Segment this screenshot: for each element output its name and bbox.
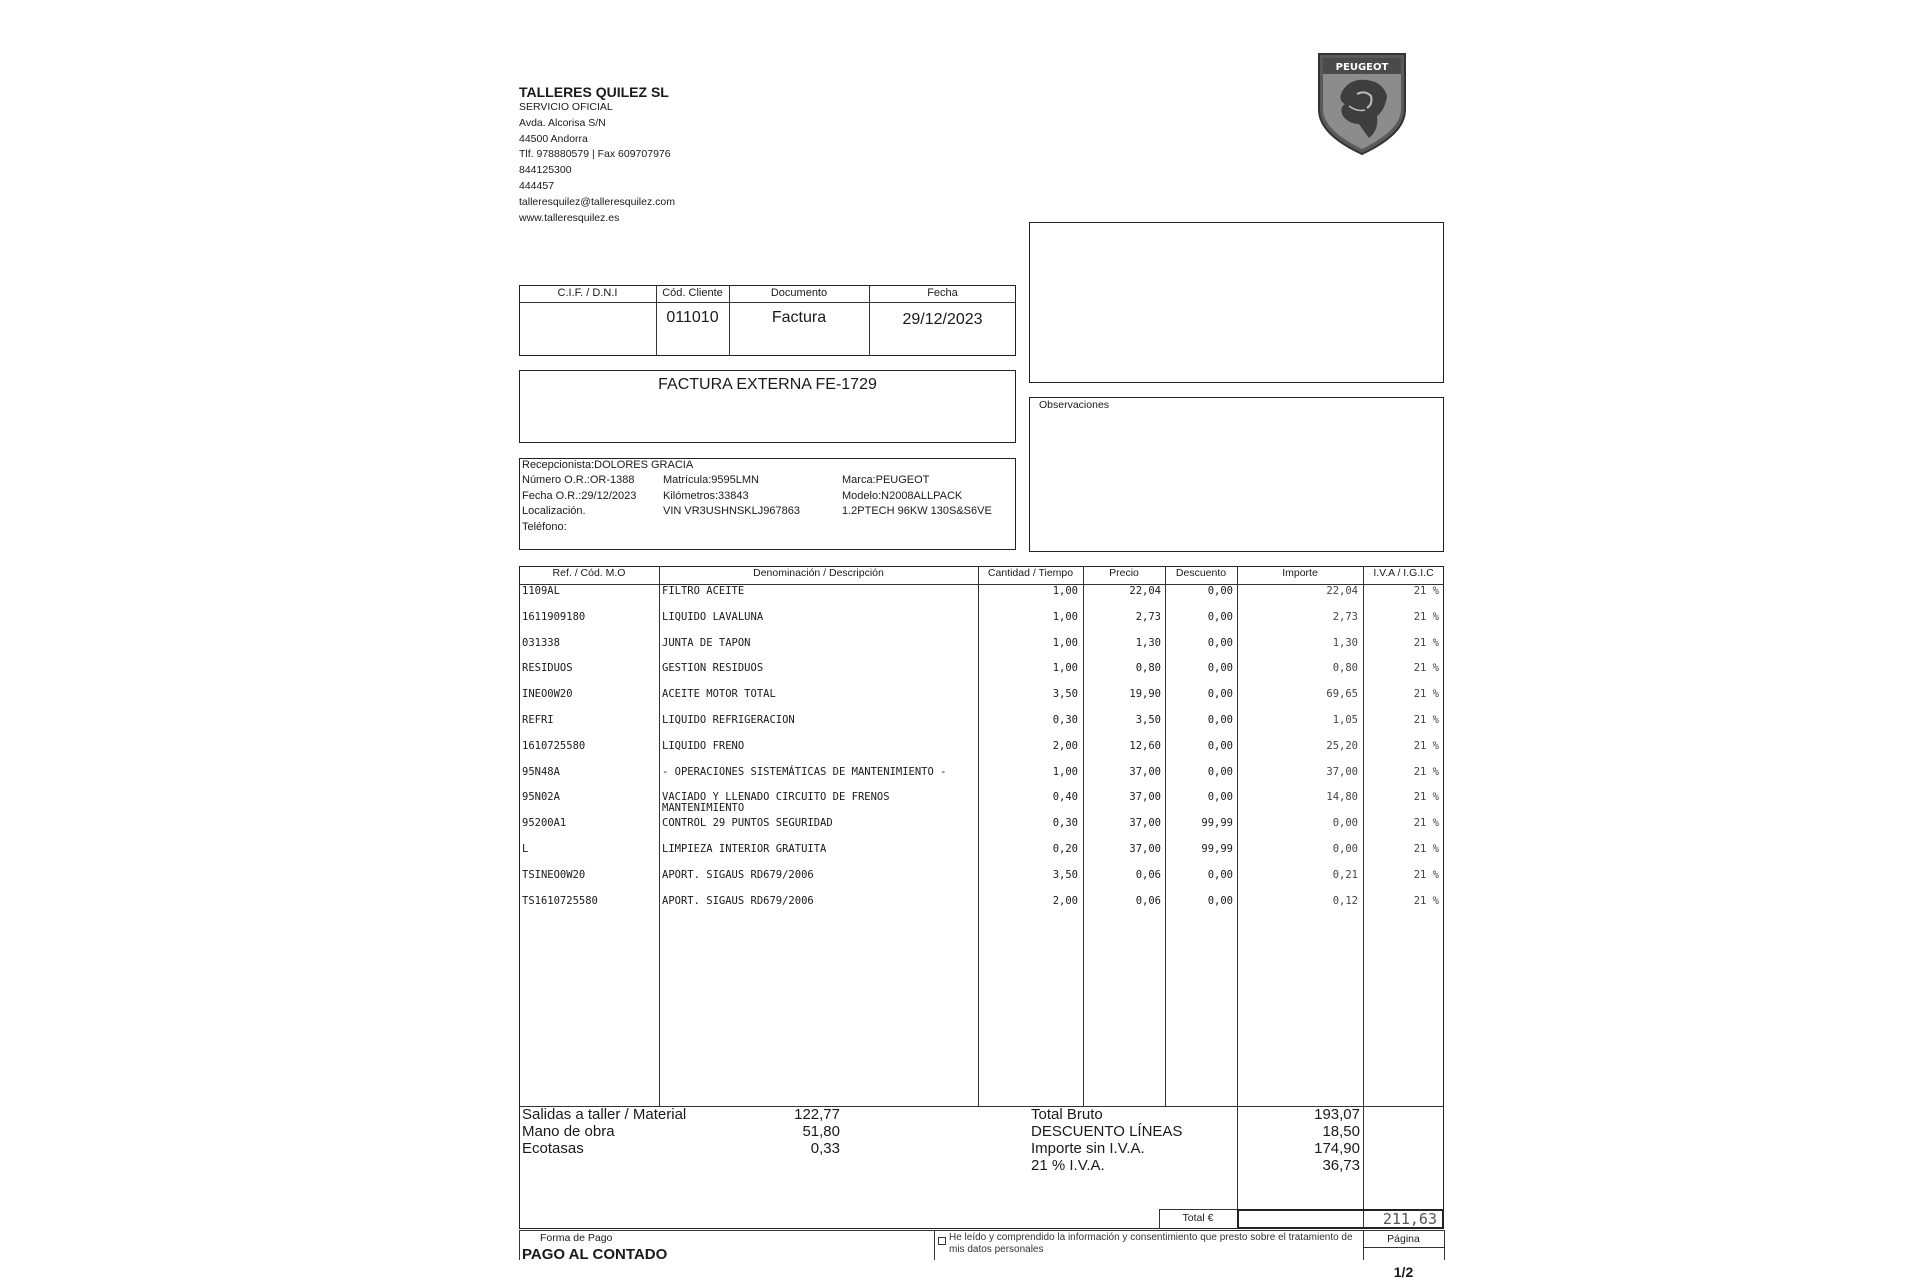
observations-label: Observaciones bbox=[1039, 399, 1110, 411]
row-description: LIQUIDO REFRIGERACION bbox=[662, 714, 795, 726]
row-description: ACEITE MOTOR TOTAL bbox=[662, 688, 776, 700]
company-detail-line: www.talleresquilez.es bbox=[519, 211, 620, 224]
row-amount: 0,00 bbox=[1332, 817, 1358, 829]
row-vat: 21 % bbox=[1413, 817, 1439, 829]
row-ref: 95200A1 bbox=[522, 817, 567, 829]
row-description: - OPERACIONES SISTEMÁTICAS DE MANTENIMIENTO - bbox=[662, 766, 947, 778]
consent-checkbox[interactable] bbox=[938, 1237, 946, 1245]
row-quantity: 0,40 bbox=[1052, 791, 1078, 803]
company-detail-line: SERVICIO OFICIAL bbox=[519, 101, 613, 113]
row-price: 12,60 bbox=[1129, 740, 1161, 752]
row-discount: 0,00 bbox=[1207, 791, 1233, 803]
row-description-cont: MANTENIMIENTO bbox=[662, 802, 745, 814]
row-price: 0,06 bbox=[1135, 895, 1161, 907]
order-info-line: Fecha O.R.:29/12/2023 bbox=[522, 489, 637, 502]
row-discount: 0,00 bbox=[1207, 869, 1233, 881]
row-price: 0,06 bbox=[1135, 869, 1161, 881]
order-info-line: Número O.R.:OR-1388 bbox=[522, 474, 635, 486]
row-amount: 1,05 bbox=[1332, 714, 1358, 726]
row-discount: 0,00 bbox=[1207, 585, 1233, 597]
row-description: VACIADO Y LLENADO CIRCUITO DE FRENOS bbox=[662, 791, 890, 803]
row-ref: 1610725580 bbox=[522, 740, 586, 752]
row-vat: 21 % bbox=[1413, 740, 1439, 752]
row-price: 37,00 bbox=[1129, 843, 1161, 855]
row-ref: 1611909180 bbox=[522, 611, 586, 623]
peugeot-lion-shield-icon bbox=[1313, 50, 1411, 158]
summary-left-value: 122,77 bbox=[794, 1106, 840, 1123]
row-quantity: 3,50 bbox=[1052, 688, 1078, 700]
row-amount: 2,73 bbox=[1332, 611, 1358, 623]
header-label-cif: C.I.F. / D.N.I bbox=[557, 287, 618, 299]
row-ref: L bbox=[522, 843, 529, 855]
summary-right-value: 193,07 bbox=[1314, 1106, 1360, 1123]
order-info-col3 bbox=[842, 473, 992, 520]
row-ref: TSINEO0W20 bbox=[522, 869, 586, 881]
row-ref: 95N48A bbox=[522, 766, 560, 778]
row-amount: 1,30 bbox=[1332, 637, 1358, 649]
row-price: 37,00 bbox=[1129, 817, 1161, 829]
row-amount: 0,12 bbox=[1332, 895, 1358, 907]
row-price: 3,50 bbox=[1135, 714, 1161, 726]
row-ref: TS1610725580 bbox=[522, 895, 598, 907]
column-header: Denominación / Descripción bbox=[753, 567, 884, 579]
row-quantity: 1,00 bbox=[1052, 766, 1078, 778]
row-price: 0,80 bbox=[1135, 662, 1161, 674]
summary-right-value: 18,50 bbox=[1322, 1123, 1360, 1140]
row-amount: 14,80 bbox=[1326, 791, 1358, 803]
summary-left-label: Salidas a taller / Material bbox=[522, 1106, 687, 1123]
row-description: GESTION RESIDUOS bbox=[662, 662, 764, 674]
summary-left-value: 0,33 bbox=[810, 1140, 840, 1157]
row-discount: 0,00 bbox=[1207, 662, 1233, 674]
row-ref: 031338 bbox=[522, 637, 560, 649]
order-info-line: Marca:PEUGEOT bbox=[842, 474, 930, 486]
row-description: LIQUIDO LAVALUNA bbox=[662, 611, 764, 623]
row-description: APORT. SIGAUS RD679/2006 bbox=[662, 869, 814, 881]
row-amount: 0,00 bbox=[1332, 843, 1358, 855]
payment-label: Forma de Pago bbox=[540, 1232, 613, 1244]
row-price: 19,90 bbox=[1129, 688, 1161, 700]
row-quantity: 2,00 bbox=[1052, 740, 1078, 752]
total-label: Total € bbox=[1182, 1212, 1214, 1224]
row-discount: 0,00 bbox=[1207, 637, 1233, 649]
receptionist: Recepcionista:DOLORES GRACIA bbox=[522, 459, 694, 471]
row-vat: 21 % bbox=[1413, 895, 1439, 907]
row-description: JUNTA DE TAPON bbox=[662, 637, 751, 649]
logo-text: PEUGEOT bbox=[1335, 62, 1389, 73]
row-price: 37,00 bbox=[1129, 791, 1161, 803]
row-vat: 21 % bbox=[1413, 714, 1439, 726]
page-number: 1/2 bbox=[1393, 1264, 1414, 1280]
summary-right-label: Importe sin I.V.A. bbox=[1031, 1140, 1145, 1157]
row-quantity: 0,30 bbox=[1052, 714, 1078, 726]
row-quantity: 0,20 bbox=[1052, 843, 1078, 855]
row-discount: 0,00 bbox=[1207, 740, 1233, 752]
summary-right-label: DESCUENTO LÍNEAS bbox=[1031, 1123, 1183, 1140]
row-vat: 21 % bbox=[1413, 688, 1439, 700]
row-price: 37,00 bbox=[1129, 766, 1161, 778]
row-quantity: 3,50 bbox=[1052, 869, 1078, 881]
row-discount: 99,99 bbox=[1201, 843, 1233, 855]
row-amount: 25,20 bbox=[1326, 740, 1358, 752]
company-detail-line: Avda. Alcorisa S/N bbox=[519, 116, 606, 129]
row-price: 2,73 bbox=[1135, 611, 1161, 623]
order-info-line: Localización. bbox=[522, 505, 586, 517]
row-vat: 21 % bbox=[1413, 869, 1439, 881]
address-box bbox=[1029, 222, 1444, 383]
consent-text: He leído y comprendido la información y consentimiento que presto sobre el tratamiento de mis datos personales bbox=[949, 1232, 1353, 1255]
header-label-document: Documento bbox=[770, 287, 828, 299]
row-vat: 21 % bbox=[1413, 585, 1439, 597]
row-discount: 0,00 bbox=[1207, 611, 1233, 623]
company-block bbox=[519, 84, 839, 226]
summary-right-label: Total Bruto bbox=[1031, 1106, 1103, 1123]
order-info-line: VIN VR3USHNSKLJ967863 bbox=[663, 505, 800, 517]
row-vat: 21 % bbox=[1413, 766, 1439, 778]
page-label: Página bbox=[1387, 1233, 1420, 1245]
company-detail-line: 444457 bbox=[519, 179, 555, 192]
row-description: FILTRO ACEITE bbox=[662, 585, 745, 597]
total-value: 211,63 bbox=[1382, 1210, 1437, 1228]
order-info-line: Kilómetros:33843 bbox=[663, 489, 749, 502]
summary-right-value: 174,90 bbox=[1314, 1140, 1360, 1157]
invoice-title: FACTURA EXTERNA FE-1729 bbox=[658, 376, 877, 393]
company-detail-line: Tlf. 978880579 | Fax 609707976 bbox=[519, 148, 671, 161]
company-details bbox=[519, 100, 839, 226]
company-detail-line: 844125300 bbox=[519, 164, 572, 177]
row-amount: 0,21 bbox=[1332, 869, 1358, 881]
row-vat: 21 % bbox=[1413, 662, 1439, 674]
summary-left-value: 51,80 bbox=[802, 1123, 840, 1140]
row-amount: 0,80 bbox=[1332, 662, 1358, 674]
row-ref: 1109AL bbox=[522, 585, 560, 597]
column-header: Precio bbox=[1109, 567, 1139, 579]
row-vat: 21 % bbox=[1413, 791, 1439, 803]
row-quantity: 1,00 bbox=[1052, 585, 1078, 597]
row-ref: INEO0W20 bbox=[522, 688, 573, 700]
order-info-line: Matrícula:9595LMN bbox=[663, 474, 759, 486]
summary-left-label: Mano de obra bbox=[522, 1123, 615, 1140]
row-description: LIMPIEZA INTERIOR GRATUITA bbox=[662, 843, 827, 855]
header-label-date: Fecha bbox=[927, 287, 958, 299]
column-header: Descuento bbox=[1175, 567, 1227, 579]
row-description: APORT. SIGAUS RD679/2006 bbox=[662, 895, 814, 907]
summary-right-value: 36,73 bbox=[1322, 1157, 1360, 1174]
row-quantity: 1,00 bbox=[1052, 611, 1078, 623]
header-label-client-code: Cód. Cliente bbox=[662, 287, 723, 299]
order-info-line: Modelo:N2008ALLPACK bbox=[842, 489, 963, 502]
order-info-col1 bbox=[522, 473, 636, 535]
row-amount: 69,65 bbox=[1326, 688, 1358, 700]
column-header: I.V.A / I.G.I.C bbox=[1373, 567, 1434, 579]
header-value-document: Factura bbox=[771, 309, 827, 326]
row-price: 22,04 bbox=[1129, 585, 1161, 597]
row-discount: 0,00 bbox=[1207, 714, 1233, 726]
payment-value: PAGO AL CONTADO bbox=[522, 1246, 668, 1263]
order-info-line: 1.2PTECH 96KW 130S&S6VE bbox=[842, 505, 992, 517]
row-amount: 37,00 bbox=[1326, 766, 1358, 778]
row-description: CONTROL 29 PUNTOS SEGURIDAD bbox=[662, 817, 833, 829]
order-info-line: Teléfono: bbox=[522, 520, 567, 533]
header-value-date: 29/12/2023 bbox=[902, 311, 983, 328]
row-quantity: 1,00 bbox=[1052, 662, 1078, 674]
company-detail-line: 44500 Andorra bbox=[519, 132, 588, 145]
row-ref: REFRI bbox=[522, 714, 554, 726]
row-ref: RESIDUOS bbox=[522, 662, 573, 674]
row-quantity: 1,00 bbox=[1052, 637, 1078, 649]
row-ref: 95N02A bbox=[522, 791, 560, 803]
company-detail-line: talleresquilez@talleresquilez.com bbox=[519, 195, 675, 208]
column-header: Cantidad / Tiempo bbox=[987, 567, 1074, 579]
header-value-client-code: 011010 bbox=[666, 309, 719, 326]
summary-left-label: Ecotasas bbox=[522, 1140, 584, 1157]
company-name: TALLERES QUILEZ SL bbox=[519, 84, 669, 100]
row-amount: 22,04 bbox=[1326, 585, 1358, 597]
summary-right-label: 21 % I.V.A. bbox=[1031, 1157, 1105, 1174]
row-price: 1,30 bbox=[1135, 637, 1161, 649]
row-discount: 0,00 bbox=[1207, 766, 1233, 778]
row-discount: 0,00 bbox=[1207, 688, 1233, 700]
row-vat: 21 % bbox=[1413, 637, 1439, 649]
row-discount: 0,00 bbox=[1207, 895, 1233, 907]
column-header: Ref. / Cód. M.O bbox=[552, 567, 626, 579]
row-description: LIQUIDO FRENO bbox=[662, 740, 745, 752]
order-info-col2 bbox=[663, 473, 800, 520]
column-header: Importe bbox=[1282, 567, 1318, 579]
row-quantity: 0,30 bbox=[1052, 817, 1078, 829]
row-discount: 99,99 bbox=[1201, 817, 1233, 829]
row-quantity: 2,00 bbox=[1052, 895, 1078, 907]
row-vat: 21 % bbox=[1413, 843, 1439, 855]
observations-box bbox=[1029, 397, 1444, 552]
row-vat: 21 % bbox=[1413, 611, 1439, 623]
